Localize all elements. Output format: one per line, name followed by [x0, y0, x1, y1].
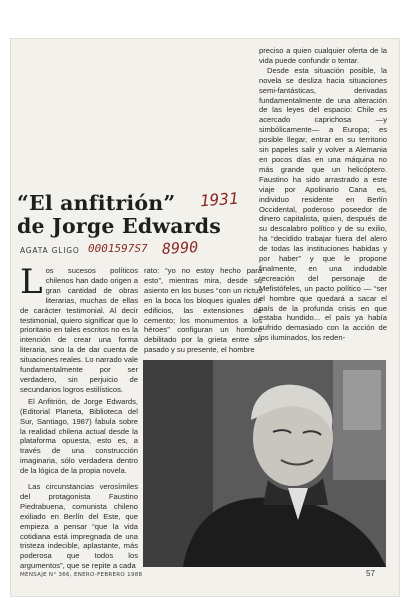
column-1	[20, 262, 138, 571]
column-2	[144, 266, 262, 355]
page-number: 57	[366, 569, 375, 578]
article-title-line1: “El anfitrión”	[17, 191, 176, 215]
paragraph: preciso a quien cualquier oferta de la vida puede confundir o tentar.	[259, 46, 387, 65]
paragraph: Los sucesos políticos chilenos han dado origen a gran cantidad de obras literarias, muchas de ellas de carácter testimonial. Al decir testimonial, quiero significar que lo prioritario en tales escritos no es la intención de crear una forma literaria, sino la de dar cuenta de situaciones reales. Lo narrado vale fundamentalmente por ser verdadero, sin perjuicio de secundarios logros estilísticos.	[20, 262, 138, 394]
article-title-line2: de Jorge Edwards	[17, 214, 221, 238]
handwritten-year: 1931	[199, 188, 240, 211]
drop-cap: L	[20, 262, 43, 302]
paragraph: Las circunstancias verosímiles del protagonista Faustino Piedrabuena, comunista chileno exiliado en Berlín del Este, que empieza a pensar “que la vida cotidiana está impregnada de una tristeza indecible, aplastante, más poderosa que todos los argumentos”, que se repite a cada	[20, 482, 138, 571]
article-author: AGATA GLIGO	[20, 246, 80, 255]
article-title	[17, 192, 227, 238]
paragraph: El Anfitrión, de Jorge Edwards, (Editorial Planeta, Biblioteca del Sur, Santiago, 1987) fabula sobre la realidad chilena actual desde la plataforma opuesta, esto es, a través de una construcción imaginaria, sólo verdadera dentro de la lógica de la propia novela.	[20, 396, 138, 476]
paragraph: rato: “yo no estoy hecho para esto”, mientras mira, desde su asiento en los buses “con un rictus en la boca los bloques iguales de edificios, las extensiones de cemento; los monumentos a los héroes” configuran un hombre debilitado por la grieta entre su pasado y su presente, el hombre	[144, 266, 262, 355]
column-3	[259, 46, 387, 343]
handwritten-page-code: 8990	[161, 238, 199, 258]
margin	[0, 0, 10, 600]
handwritten-catalog-number: 0001597S7	[88, 242, 148, 255]
footer-issue: MENSAJE N° 366, ENERO-FEBRERO 1988	[20, 572, 143, 578]
photo-illustration	[143, 360, 386, 567]
author-photo	[143, 360, 386, 567]
paragraph: Desde esta situación posible, la novela se desliza hacia situaciones semi-fantásticas, derivadas fundamentalmente de una alteración de las leyes del espacio: Chile es acercado caprichosa —y simbólicamente— a Europa; es posible llegar, entrar en su territorio sin papeles salir y volver a Alemania en pocos días en una máquina no más grande que un helicóptero. Faustino ha sido arrastrado a este viaje por Apolinario Cana es, individuo residente en Berlín Occidental, poderoso poseedor de dinero capitalista, quien, después de su descalabro político y de su exilio, ha “decidido trabajar fuera del alero de todas las instituciones habidas y por haber” y que le propone finalmente, en una indudable recreación del personaje de Mefistófeles, un pacto político — “ser el hombre que quedará a sacar el país de la profunda crisis en que estaba hundido... el país ya había sufrido demasiado con la acción de los iluminados, los reden-	[259, 65, 387, 343]
